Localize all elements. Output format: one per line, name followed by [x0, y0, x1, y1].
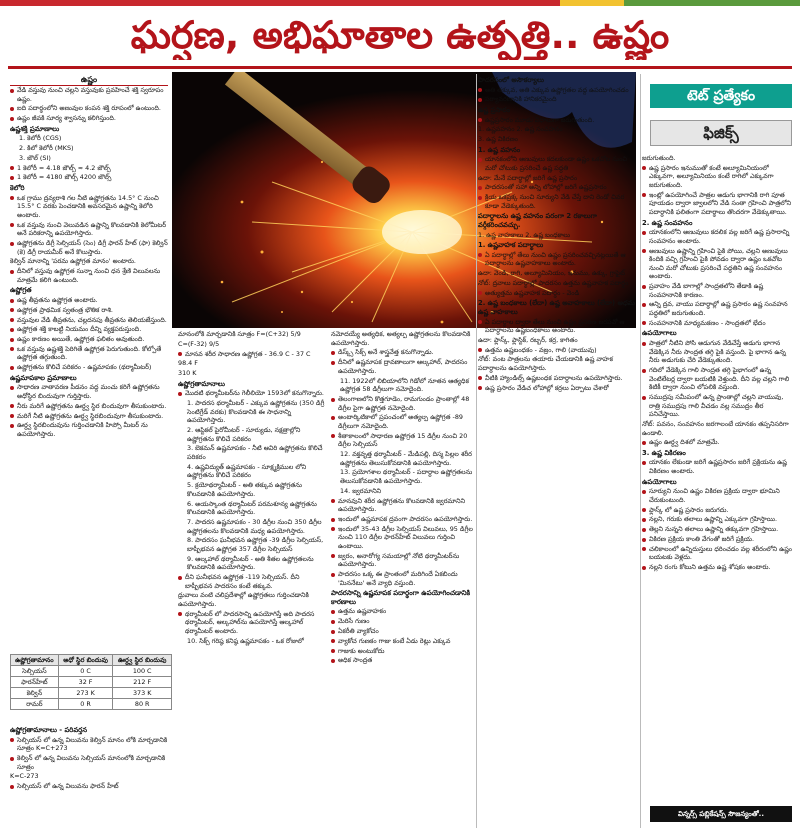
table-cell: 32 F — [58, 677, 113, 688]
table-cell: 0 C — [58, 666, 113, 677]
paragraph: ఉష్ణ తీవ్రతను ఉష్ణోగ్రత అంటారు. — [10, 296, 168, 305]
paragraph: 9. ఆల్కహాల్ థర్మామీటర్ - అతి శీతల ఉష్ణోగ్రతలను కొలవడానికి ఉపయోగిస్తారు. — [187, 554, 314, 572]
table-cell: 80 R — [113, 699, 172, 710]
paragraph: పాదరసంతో సహా అన్ని లోహాల్లో జరిగే ఉష్ణప్రసారం — [478, 183, 640, 192]
paragraph: సంవహనానికి మాధ్యమకణం - సాంద్రతలో భేదం — [642, 319, 792, 328]
paragraph: సెల్సియస్ లో ఉన్న విలువను ఫారన్ హీట్ — [10, 782, 172, 791]
paragraph: దీని ఘనీభవన ఉష్ణోగ్రత -119 సెల్సియస్. దీని బాష్పీభవన పాదరసం కంటే తక్కువ. — [178, 573, 328, 590]
temperature-scale-table — [10, 654, 172, 710]
paragraph: వస్తువుల వేడి తీవ్రతను, చల్లదనపు తీవ్రతను తెలియజేస్తుంది. — [10, 316, 168, 325]
paragraph: 1. ఉష్ణ వాహకాలు 2. ఉష్ణ బంధకాలు — [478, 230, 570, 239]
table-header: ఊర్ధ్వ స్థిర బిందువు — [113, 655, 172, 666]
paragraph: 1. ఉష్ణవహనం 2. ఉష్ణ సంవహనం — [478, 125, 563, 134]
paragraph: అంటార్కిటికాలో ప్రపంచంలో అత్యల్ప ఉష్ణోగ్రత -89 డిగ్రీలుగా నమోదైంది. — [331, 413, 474, 430]
paragraph: 1 కెలోరీ = 4180 జౌల్స్ 4200 జౌల్స్ — [10, 173, 168, 182]
subheading: పదార్థాలను ఉష్ణ వహనం పరంగా 2 రకాలుగా వర్గీకరించవచ్చు. — [478, 212, 597, 230]
paragraph: వ్యాకోచ గుణకం గాజు కంటే ఏడు రెట్లు ఎక్కువ — [331, 637, 474, 646]
paragraph: దీనిలో ఉష్ణమాపక ద్రావణాలుగా ఆల్కహాల్, పాదరసం ఉపయోగిస్తారు. — [331, 358, 474, 375]
paragraph: ఉష్ణోగ్రతను కొలిచే పరికరం - ఉష్ణమాపకం (థర్మామీటర్) — [10, 363, 168, 372]
table-cell: 373 K — [113, 688, 172, 699]
column-b — [178, 330, 328, 826]
column-a — [10, 86, 168, 652]
paragraph: నమోదయ్యే అత్యధిక, అత్యల్ప ఉష్ణోగ్రతలను కొలవడానికి ఉపయోగిస్తారు. — [331, 330, 471, 347]
column-divider — [476, 74, 477, 828]
paragraph: యానకంలోని అణువులు కదలకుండా ఉష్ణం ఒకచోట నుంచి మరో చోటుకు ప్రసరించే ఉష్ణ పద్ధతి — [478, 155, 640, 172]
subheading: 3. ఉష్ణ వికిరణం — [642, 448, 686, 457]
column-c — [331, 330, 474, 826]
paragraph: పర్యావరణానికి హానికరమైంది — [478, 95, 640, 104]
paragraph: మానంలోకి మార్చడానికి సూత్రం F=(C+32) 5/9 — [178, 330, 301, 338]
paragraph: అత్యుత్తమ ఉష్ణవాహక పదార్థం - వెండి — [478, 289, 640, 298]
subheading: ఉష్ణోగ్రతామానాలు — [178, 379, 225, 388]
headline-rule — [8, 66, 792, 69]
table-cell: 273 K — [58, 688, 113, 699]
paragraph: జ్వరం, అనారోగ్య సమయాల్లో నోటి థర్మామీటర్‌ను ఉపయోగిస్తారు. — [331, 552, 474, 569]
paragraph: 3. బెకమన్ ఉష్ణమాపకం - నీటి ఆవిరి ఉష్ణోగ్రతను కొలిచే పరికరం — [187, 444, 323, 462]
headline: ఘర్షణ, అభిఘాతాల ఉత్పత్తి.. ఉష్ణం — [130, 13, 670, 57]
table-row — [11, 688, 172, 699]
paragraph: వీటికి హ్యాండిల్స్ ఉష్ణబంధక పదార్థాలను ఉపయోగిస్తారు. — [478, 374, 640, 383]
paragraph: క్రియ ఒకప్రక్క నుంచి సూర్యుని వేడి చేస్తే దాని రెండో చివర కూడా వేడెక్కుతుంది. — [478, 193, 640, 210]
paragraph: సముద్రపు సమీపంలో ఉన్న ప్రాంతాల్లో చల్లని వాయువు, రాత్రి సముద్రపు గాలి వీచడం వల్ల సముద్రం తీర పనిచేస్తాయి. — [642, 393, 792, 419]
paragraph: తెలంగాణలోని కొత్తగూడెం, రామగుండం ప్రాంతాల్లో 48 డిగ్రీల పైగా ఉష్ణోగ్రత నమోదైంది. — [331, 395, 474, 412]
paragraph: ఉష్ణోగ్రత ప్రాథమిక స్వతంత్ర భౌతిక రాశి. — [10, 306, 168, 315]
table-cell: 100 C — [113, 666, 172, 677]
paragraph: మానవ శరీర సాధారణ ఉష్ణోగ్రత - 36.9 C - 37 C — [178, 350, 328, 359]
table-row — [11, 666, 172, 677]
paragraph: అధిక సాంద్రత — [331, 656, 474, 665]
paragraph: నల్లని రంగు కోటుని ఉత్తమ ఉష్ణ శోషకం అంటారు. — [642, 563, 792, 572]
paragraph: ఉష్ణం జీవకి సూర్య శ్వాసన్ను కలిగిస్తుంది. — [10, 114, 168, 123]
paragraph: ఉత్తమ ఉష్ణవాహకం — [331, 607, 474, 616]
paragraph: నోట్: పవనం, సంవహనం జరగాలంటే యానకం తప్పనిసరిగా ఉండాలి. — [642, 419, 789, 437]
paragraph: నోట్: వంట పాత్రలను తయారు చేయడానికి ఉష్ణ వాహక పదార్థాలను ఉపయోగిస్తారు. — [478, 355, 613, 373]
paragraph: మరిగే నీటి ఉష్ణోగ్రతను ఊర్ధ్వ స్థిరబిందువుగా తీసుకుంటారు. — [10, 412, 168, 421]
paragraph: ఏ పదార్థాల్లో తేలు నుంచి ఉష్ణం ప్రసరించవచ్చినట్లయితే ఆ పదార్థాలను ఉష్ణవాహకాలు అంటారు. — [478, 251, 640, 268]
paragraph: ఉష్ణోగ్రత శక్తి కాబట్టి నియమం దీన్ని వ్యక్తపరుస్తుంది. — [10, 325, 168, 334]
paragraph: 310 K — [178, 369, 197, 378]
paragraph: 3. ఉష్ణ వికిరణం — [478, 135, 519, 144]
paragraph: సాధారణ వాతావరణ పీడనం వద్ద మంచు కరిగే ఉష్ణోగ్రతను అధోస్థిర బిందువుగా గుర్తిస్తారు. — [10, 383, 168, 400]
table-header: అధో స్థిర బిందువు — [58, 655, 113, 666]
paragraph: ఉదా: మేనే పదార్థాల్లో జరిగే ఉష్ణ ప్రసారం — [478, 173, 578, 182]
paragraph: ఐది పదార్థంలోని అణువుల కంపన శక్తి రూపంలో ఉంటుంది. — [10, 104, 168, 113]
paragraph: జరుగుతుంది. — [642, 154, 676, 162]
paragraph: 3. జౌల్ (SI) — [19, 153, 51, 162]
paragraph: K=C-273 — [10, 772, 39, 781]
table-header: ఉష్ణోగ్రతామానం — [11, 655, 59, 666]
paragraph: ఊర్ధ్వ స్థిరబిందువును గుర్తించడానికి హిప్సో మీటర్ ను ఉపయోగిస్తారు. — [10, 421, 168, 438]
paragraph: మెరిసే గుణం — [331, 617, 474, 626]
subject-tag: ఫిజిక్స్ — [650, 120, 792, 146]
paragraph: ఏ పదార్థాల ద్వారా తేలు నుంచి ఉష్ణం ప్రసరణ జరపవో ఆ పదార్థాలను ఉష్ణబంధకాలు అంటారు. — [478, 318, 640, 335]
paragraph: కెల్విన్ లో ఉన్న విలువను సెల్సియస్ మానంలోకి మార్చడానికి సూత్రం — [10, 754, 172, 771]
paragraph: 8. పాదరసం ఘనీభవన ఉష్ణోగ్రత -39 డిగ్రీల సెల్సియస్, బాష్పీభవన ఉష్ణోగ్రత 357 డిగ్రీల సెల్సియస్ — [187, 536, 324, 553]
paragraph: 12. వక్తవృత్త థర్మామీటర్ - మేడిపల్లి, దిస్మ పిల్లల శరీర ఉష్ణోగ్రతను తెలుసుకోవడానికి ఉపయోగిస్తారు. — [340, 450, 472, 467]
subheading: 1. ఉష్ణవాహక పదార్థాలు — [478, 241, 544, 250]
paragraph: ఏకరీతి వ్యాకోచం — [331, 627, 474, 636]
paragraph: నోట్: ద్రవాలు పదార్థాల్లో పాదరసం ఉత్తమ ఉష్ణవాహక పదార్థం — [478, 278, 629, 287]
table-cell: సెల్సియస్ — [11, 666, 59, 677]
paragraph: చలికాలంలో ఉన్నిదుస్తులు ధరించడం వల్ల శరీరంలోని ఉష్ణం బయటకు వెళ్లదు. — [642, 545, 792, 562]
table-row — [11, 699, 172, 710]
paragraph: 1 కెలోరీ = 4.18 జౌల్స్ ≈ 4.2 జౌల్స్ — [10, 164, 168, 173]
paragraph: గదిలో వేడెక్కిన గాలి సాంద్రత తగ్గి పైభాగంలో ఉన్న వెంటిలేటర్ల ద్వారా బయటికి వెళ్తుంది. దీని వల్ల చల్లని గాలి కిటికీ ద్వారా నుంచి లోపలికి వస్తుంది. — [642, 366, 792, 392]
paragraph: వేడి వస్తువు నుంచి చల్లని వస్తువుకు ప్రవహించే శక్తి స్వరూపం ఉష్ణం. — [10, 86, 168, 103]
table-cell: రామర్ — [11, 699, 59, 710]
paragraph: నల్లని, గరుకు తలాలు ఉష్ణాన్ని ఎక్కువగా గ్రహిస్తాయి. — [642, 515, 792, 524]
table-cell: 212 F — [113, 677, 172, 688]
paragraph: ఆన్ని ద్రవ, వాయు పదార్థాల్లో ఉష్ణ ప్రసారం ఉష్ణ సంవహన పద్ధతిలో జరుగుతుంది. — [642, 300, 792, 317]
paragraph: 2. ఆప్టికల్ పైరోమీటర్ - సూర్యుడు, నక్షత్రాల్లోని ఉష్ణోగ్రతను కొలిచే పరికరం — [187, 426, 301, 443]
paragraph: ఒక వస్తువు నుంచి వెలువడిన ఉష్ణాన్ని కొలవడానికి కెలోమీటర్ అనే పరికరాన్ని ఉపయోగిస్తారు. — [10, 221, 168, 238]
paragraph: 13. ప్రయోగశాల థర్మామీటర్ - పదార్థాల ఉష్ణోగ్రతలను తెలుసుకోవడానికి ఉపయోగిస్తారు. — [340, 468, 473, 485]
subheading: 1. ఉష్ణ వహనం — [478, 145, 521, 154]
paragraph: నీరు మరిగే ఉష్ణోగ్రతను ఊర్ధ్వ స్థిర బిందువుగా తీసుకుంటారు. — [10, 402, 168, 411]
subheading: 2. ఉష్ణ సంవహనం — [642, 218, 693, 227]
paragraph: ధ్రువాలు వంటి చలిప్రదేశాల్లో ఉష్ణోగ్రతలు గుర్తించడానికి ఉపయోగిస్తారు. — [178, 591, 309, 609]
paragraph: ఒక వస్తువు ఉష్ణశక్తి పెరిగితే ఉష్ణోగ్రత పెరుగుతుంది. కోల్పోతే ఉష్ణోగ్రత తగ్గుతుంది. — [10, 345, 168, 362]
paragraph: ఒక గ్రాము ద్రవ్యరాశి గల నీటి ఉష్ణోగ్రతను 14.5° C నుంచి 15.5° C వరకు పెంచడానికి అవసరమైన ఉష్ణాన్ని కెలోరి అంటారు. — [10, 194, 168, 220]
subheading: ఉపయోగాలు — [642, 329, 677, 338]
paragraph: ఉష్ణం కారణం అయితే, ఉష్ణోగ్రత ఫలితం అవుతుంది. — [10, 335, 168, 344]
paragraph: మానవుని శరీర ఉష్ణోగ్రతను కొలవడానికి జ్వరమానిని ఉపయోగిస్తారు. — [331, 497, 474, 514]
column-divider — [640, 74, 641, 828]
paragraph: ఉష్ణం ఊర్ధ్వ దిశలో మాత్రమే. — [642, 438, 792, 447]
subheading: ఉష్ణోగ్రత — [10, 286, 32, 295]
paragraph: వికిరణ ప్రక్రియ కాంతి వేగంతో జరిగే ప్రక్రియ. — [642, 535, 792, 544]
paragraph: 5. క్రయోథర్మామీటర్ - అతి తక్కువ ఉష్ణోగ్రతను కొలవడానికి ఉపయోగిస్తారు. — [187, 481, 302, 498]
subheading: 2. ఉష్ణ బంధకాలు (లేదా) ఉష్ణ అవాహకాలు (లేదా) అధమ ఉష్ణ వాహకాలు — [478, 299, 635, 316]
paragraph: ప్రవాహం వేడి బాగాల్లో సాంద్రతలోని తేడాకి ఉష్ణ సంవహనానికి కారణం. — [642, 282, 792, 299]
paragraph: ఉత్తమ ఉష్ణబంధకం - వజ్రం, గాలి (వాయువు) — [478, 346, 640, 355]
paragraph: 6. అయస్కాంత థర్మామీటర్ పరమశూన్య ఉష్ణోగ్రతను కొలవడానికి ఉపయోగిస్తారు. — [187, 499, 317, 517]
paragraph: థర్మామీటర్ లో పాదరసాన్ని ఉపయోగిస్తే అది పాదరస థర్మామీటర్, ఆల్కహాల్‌ను ఉపయోగిస్తే ఆల్కహాల్ థర్మామీటర్ అంటారు. — [178, 610, 328, 636]
paragraph: అతి తక్కువ, అతి ఎక్కువ ఉష్ణోగ్రతల వద్ద ఉపయోగించడం — [478, 86, 640, 95]
subheading: పాదరసంలో అసౌకర్యాలు — [478, 76, 545, 84]
paragraph: ఉదా: వెండి, రాగి, అల్యూమినియం, ఇనుము, ఉక్కు, గ్రాఫైట్ — [478, 269, 625, 278]
paragraph: 11. 1922లో లిబియాలోని గిడోలో నూతన ఆత్యధిక ఉష్ణోగ్రత 58 డిగ్రీలుగా నమోదైంది. — [340, 376, 469, 394]
credit-line: విన్నర్స్ పబ్లికేషన్స్ సౌజన్యంతో.. — [650, 806, 792, 822]
paragraph: యానకం లేకుండా జరిగే ఉష్ణప్రసారం జరిగే ప్రక్రియను ఉష్ణ వికిరణం అంటారు. — [642, 458, 792, 475]
paragraph: పాత్రలో నీటిని పోసి అడుగున వేడిచేస్తే అడుగు భాగాన వేడెక్కిన నీరు సాంద్రత తగ్గి పైకి వస్తుంది. పై భాగాన ఉన్న నీరు అడుగుకు చేరి వేడెక్కుతుంది. — [642, 339, 792, 365]
paragraph: యానకంలోని అణువులు కదలిక వల్ల జరిగే ఉష్ణ ప్రసారాన్ని సంవహనం అంటారు. — [642, 228, 792, 245]
table-cell: 0 R — [58, 699, 113, 710]
table-row — [11, 677, 172, 688]
subheading: ఉపయోగాలు — [642, 477, 677, 486]
paragraph: 10. సిక్స్ గరిష్ఠ కనిష్ఠ ఉష్ణమాపకం - ఒక రోజులో — [187, 636, 304, 645]
paragraph: సూర్యుని నుంచి ఉష్ణం వికిరణ ప్రక్రియ ద్వారా భూమిని చేరుకుంటుంది. — [642, 487, 792, 504]
subheading: ఉష్ణోగ్రతామానాలు - పరివర్తన — [10, 726, 87, 734]
paragraph: ఉదా: ఫ్లాస్క్, ఫ్లాస్టిక్, రబ్బర్, కర్ర, కాగితం — [478, 335, 578, 344]
top-color-stripe — [0, 0, 800, 6]
paragraph: ఉష్ణప్రసారం మూడు విధాలుగా జరుగుతుంది. — [478, 116, 640, 125]
paragraph: ఫ్లాస్క్ లో ఉష్ణ ప్రసారం జరుగదు. — [642, 506, 792, 515]
table-cell: ఫారన్‌హీట్ — [11, 677, 59, 688]
paragraph: కెల్విన్ మానాన్ని 'పరమ ఉష్ణోగ్రత మానం' అంటారు. — [10, 257, 136, 266]
paragraph: సెల్సియస్ లో ఉన్న విలువను కెల్విన్ మానం లోకి మార్చడానికి సూత్రం K=C+273 — [10, 736, 172, 753]
subheading: కెలోరి — [10, 184, 25, 193]
paragraph: మొదటి థర్మామీటర్‌ను గెలీలియో 1593లో కనుగొన్నారు. — [178, 389, 328, 398]
subheading: పాదరసాన్ని ఉష్ణమాపక పదార్థంగా ఉపయోగించడానికి కారణాలు — [331, 589, 471, 606]
column-e — [642, 154, 792, 799]
subheading: ఉష్ణ ప్రసారం — [478, 105, 510, 114]
paragraph: అణువులు ఉష్ణాన్ని గ్రహించి పైకి పోయి, చల్లని అణువులు కిందికి వచ్చి గ్రహించి పైకి పోవడం ద్వారా ఉష్ణం ఒకచోట నుంచి మరో చోటుకు ప్రసరించే పద్ధతిని ఉష్ణ సంవహనం అంటారు. — [642, 247, 792, 281]
section-title: ఉష్ణం — [10, 74, 168, 86]
paragraph: ఉష్ణ ప్రసారం ఇనుముతో కంటే అల్యూమినియంలో ఎక్కువగా, అల్యూమినియం కంటే రాగిలో ఎక్కువగా జరుగుతుంది. — [642, 164, 792, 190]
subheading: ఉష్ణమాపకాల ప్రమాణాలు — [10, 373, 77, 382]
paragraph: తెల్లని నున్నని తలాలు ఉష్ణాన్ని తక్కువగా గ్రహిస్తాయి. — [642, 525, 792, 534]
paragraph: 14. జ్వరమానిని — [340, 486, 382, 495]
paragraph: శీతాకాలంలో సాధారణ ఉష్ణోగ్రత 15 డిగ్రీల నుంచి 20 డిగ్రీల సెల్సియస్ — [331, 432, 474, 449]
paragraph: ఉష్ణ ప్రసారం వేడిచ లోహాల్లో కర్రలు ఏర్పాటు చేశారో — [478, 384, 640, 393]
column-d — [478, 74, 640, 828]
paragraph: 1. కెలోరీ (CGS) — [19, 134, 62, 143]
paragraph: ఇందులో 35-43 డిగ్రీల సెల్సియస్ విలువలు, 95 డిగ్రీల నుంచి 110 డిగ్రీల ఫారన్‌హీట్ విలువలు గుర్తించి ఉంటాయి. — [331, 525, 474, 551]
column-a-bottom — [10, 724, 172, 826]
paragraph: గాజుకు అంటుకోదు — [331, 647, 474, 656]
paragraph: 98.4 F — [178, 359, 198, 368]
paragraph: దీనిలో వస్తువు ఉష్ణోగ్రత సున్నా నుంచి ధన శ్రేణి విలువలను మాత్రమే కలిగి ఉంటుంది. — [10, 267, 168, 284]
paragraph: 2. కిలో కెలోరీ (MKS) — [19, 144, 74, 153]
paragraph: 4. ఉష్ణవిద్యుత్ ఉష్ణమాపకం - సూక్ష్మక్రిముల లోని ఉష్ణోగ్రతను కొలిచే పరికరం — [187, 462, 307, 480]
tet-special-tag: టెట్ ప్రత్యేకం — [650, 84, 792, 108]
paragraph: 1. పాదరస థర్మామీటర్ - ఎక్కువ ఉష్ణోగ్రతను (350 డిగ్రీ సెంటిగ్రేడ్ వరకు) కొలవడానికి ఈ సాధనాన్ని ఉపయోగిస్తారు. — [187, 399, 325, 425]
paragraph: 7. పాదరస ఉష్ణమాపకం - 30 డిగ్రీల నుంచి 350 డిగ్రీల ఉష్ణోగ్రతలను కొలవడానికి మధ్య ఉపయోగిస్తారు. — [187, 517, 322, 535]
paragraph: పాదరసం ఒక్క ఈ ప్రాంతంలో మరిగిందే ఏకబిందు 'మిననేటు' అనే వ్యాధి వస్తుంది. — [331, 570, 474, 587]
subheading: ఉష్ణశక్తి ప్రమాణాలు — [10, 124, 60, 133]
paragraph: డిస్క్స్ సిక్స్ అనే శాస్త్రవేత్త కనుగొన్నాడు. — [331, 348, 474, 357]
paragraph: ఇందులో ఉష్ణమాపక ద్రవంగా పాదరసం ఉపయోగిస్తారు. — [331, 515, 474, 524]
paragraph: ఉష్ణోగ్రతను డిగ్రీ సెల్సియస్ (సెం) డిగ్రీ ఫారన్ హీట్ (ఫా) కెల్విన్ (కె) డిగ్రీ రాయమీర్ అనే కొలుస్తారు. — [10, 239, 168, 256]
paragraph: ఇంట్లో ఉపయోగించే పాత్రల అడుగు భాగానికి రాగి పూత పూయడం ద్వారా జ్వాలలోని వేడి సంతా గ్రహించి పాత్రలోని పదార్థానికి ఫలితంగా పదార్థాలు తొందరగా వేడెక్కుతాయి. — [642, 191, 792, 217]
paragraph: C=(F-32) 9/5 — [178, 339, 220, 348]
table-cell: కెల్విన్ — [11, 688, 59, 699]
